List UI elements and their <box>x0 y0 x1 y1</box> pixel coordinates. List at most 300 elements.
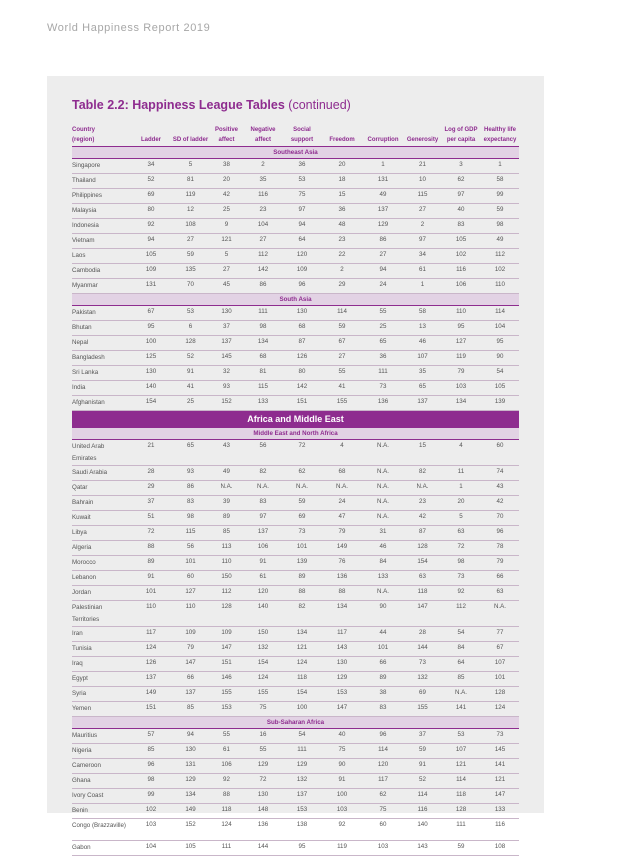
rank-cell: 132 <box>244 642 282 657</box>
rank-cell: 98 <box>481 219 519 234</box>
table-row <box>72 321 519 336</box>
rank-cell: 103 <box>130 819 172 841</box>
rank-cell: N.A. <box>481 601 519 627</box>
rank-cell: 27 <box>362 249 404 264</box>
rank-cell: N.A. <box>362 440 404 466</box>
rank-cell: 65 <box>172 440 209 466</box>
table-row <box>72 841 519 856</box>
rank-cell: 59 <box>322 321 362 336</box>
rank-cell: 104 <box>130 841 172 856</box>
rank-cell: 20 <box>322 159 362 174</box>
column-header-line: (region) <box>72 136 95 143</box>
rank-cell: 22 <box>322 249 362 264</box>
rank-cell: 75 <box>322 744 362 759</box>
rank-cell: 68 <box>244 351 282 366</box>
rank-cell: 62 <box>441 174 481 189</box>
rank-cell: 82 <box>404 466 441 481</box>
country-cell: Bangladesh <box>72 351 130 366</box>
rank-cell: 60 <box>172 571 209 586</box>
rank-cell: 128 <box>481 687 519 702</box>
rank-cell: 28 <box>404 627 441 642</box>
rank-cell: 147 <box>172 657 209 672</box>
country-cell: Morocco <box>72 556 130 571</box>
rank-cell: 65 <box>404 381 441 396</box>
super-region-label: Africa and Middle East <box>72 411 519 428</box>
column-header <box>72 126 130 147</box>
table-row <box>72 279 519 294</box>
rank-cell: 108 <box>481 841 519 856</box>
rank-cell: 155 <box>404 702 441 717</box>
rank-cell: 117 <box>130 627 172 642</box>
country-cell: Gabon <box>72 841 130 856</box>
rank-cell: 127 <box>172 586 209 601</box>
rank-cell: 152 <box>209 396 244 411</box>
table-row <box>72 174 519 189</box>
rank-cell: 69 <box>130 189 172 204</box>
rank-cell: 81 <box>172 174 209 189</box>
rank-cell: 115 <box>172 526 209 541</box>
country-cell: Tunisia <box>72 642 130 657</box>
rank-cell: 1 <box>404 279 441 294</box>
rank-cell: 15 <box>322 189 362 204</box>
table-row <box>72 642 519 657</box>
rank-cell: 69 <box>404 687 441 702</box>
rank-cell: 110 <box>441 306 481 321</box>
rank-cell: 134 <box>244 336 282 351</box>
rank-cell: 64 <box>441 657 481 672</box>
rank-cell: 10 <box>404 174 441 189</box>
rank-cell: 44 <box>362 627 404 642</box>
rank-cell: 118 <box>441 789 481 804</box>
country-cell: Bhutan <box>72 321 130 336</box>
rank-cell: 153 <box>282 804 322 819</box>
country-cell: Thailand <box>72 174 130 189</box>
rank-cell: 121 <box>481 774 519 789</box>
rank-cell: 114 <box>481 306 519 321</box>
rank-cell: 124 <box>481 702 519 717</box>
rank-cell: 103 <box>441 381 481 396</box>
country-cell: Malaysia <box>72 204 130 219</box>
rank-cell: 55 <box>362 306 404 321</box>
rank-cell: 34 <box>130 159 172 174</box>
column-header-line: Corruption <box>367 136 399 143</box>
rank-cell: 115 <box>404 189 441 204</box>
table-row <box>72 601 519 627</box>
rank-cell: 73 <box>362 381 404 396</box>
rank-cell: N.A. <box>362 586 404 601</box>
rank-cell: 114 <box>404 789 441 804</box>
rank-cell: 72 <box>282 440 322 466</box>
region-row <box>72 717 519 729</box>
table-row <box>72 219 519 234</box>
table-title <box>72 98 351 112</box>
rank-cell: 116 <box>481 819 519 841</box>
rank-cell: 113 <box>209 541 244 556</box>
rank-cell: 1 <box>481 159 519 174</box>
rank-cell: 35 <box>244 174 282 189</box>
table-row <box>72 351 519 366</box>
rank-cell: 102 <box>130 804 172 819</box>
rank-cell: 105 <box>441 234 481 249</box>
rank-cell: 101 <box>130 586 172 601</box>
rank-cell: 133 <box>362 571 404 586</box>
rank-cell: 40 <box>441 204 481 219</box>
country-cell: Sri Lanka <box>72 366 130 381</box>
rank-cell: 91 <box>322 774 362 789</box>
rank-cell: 111 <box>282 744 322 759</box>
rank-cell: 93 <box>209 381 244 396</box>
rank-cell: 62 <box>282 466 322 481</box>
rank-cell: 3 <box>441 159 481 174</box>
rank-cell: 154 <box>282 687 322 702</box>
rank-cell: 131 <box>172 759 209 774</box>
country-cell: Saudi Arabia <box>72 466 130 481</box>
rank-cell: 129 <box>322 672 362 687</box>
rank-cell: 24 <box>322 496 362 511</box>
rank-cell: 137 <box>404 396 441 411</box>
table-row <box>72 159 519 174</box>
rank-cell: 118 <box>404 586 441 601</box>
country-cell: Myanmar <box>72 279 130 294</box>
rank-cell: 151 <box>130 702 172 717</box>
table-row <box>72 571 519 586</box>
column-header-line <box>172 126 209 136</box>
rank-cell: 94 <box>282 219 322 234</box>
rank-cell: 125 <box>130 351 172 366</box>
rank-cell: 73 <box>404 657 441 672</box>
rank-cell: 95 <box>441 321 481 336</box>
rank-cell: 120 <box>282 249 322 264</box>
rank-cell: 5 <box>441 511 481 526</box>
rank-cell: 141 <box>441 702 481 717</box>
rank-cell: 136 <box>322 571 362 586</box>
rank-cell: 90 <box>362 601 404 627</box>
rank-cell: 46 <box>404 336 441 351</box>
rank-cell: 150 <box>244 627 282 642</box>
rank-cell: 102 <box>481 264 519 279</box>
rank-cell: 40 <box>322 729 362 744</box>
rank-cell: 85 <box>209 526 244 541</box>
rank-cell: 89 <box>362 672 404 687</box>
rank-cell: 138 <box>282 819 322 841</box>
rank-cell: 132 <box>404 672 441 687</box>
rank-cell: 127 <box>441 336 481 351</box>
rank-cell: 126 <box>282 351 322 366</box>
rank-cell: 67 <box>481 642 519 657</box>
rank-cell: 134 <box>441 396 481 411</box>
rank-cell: 105 <box>481 381 519 396</box>
rank-cell: 124 <box>244 672 282 687</box>
table-row <box>72 381 519 396</box>
rank-cell: 107 <box>441 744 481 759</box>
rank-cell: 106 <box>441 279 481 294</box>
rank-cell: 37 <box>404 729 441 744</box>
country-cell: Kuwait <box>72 511 130 526</box>
table-row <box>72 496 519 511</box>
country-cell: Nepal <box>72 336 130 351</box>
country-cell: Egypt <box>72 672 130 687</box>
rank-cell: 119 <box>172 189 209 204</box>
rank-cell: 52 <box>404 774 441 789</box>
region-label: Sub-Saharan Africa <box>72 717 519 729</box>
rank-cell: 130 <box>322 657 362 672</box>
rank-cell: 76 <box>322 556 362 571</box>
rank-cell: 91 <box>404 759 441 774</box>
rank-cell: 83 <box>441 219 481 234</box>
rank-cell: 9 <box>209 219 244 234</box>
rank-cell: 52 <box>172 351 209 366</box>
rank-cell: 112 <box>209 586 244 601</box>
rank-cell: 137 <box>172 687 209 702</box>
table-row <box>72 204 519 219</box>
table-row <box>72 440 519 466</box>
rank-cell: 39 <box>209 496 244 511</box>
rank-cell: 149 <box>322 541 362 556</box>
rank-cell: 116 <box>244 189 282 204</box>
rank-cell: 94 <box>172 729 209 744</box>
rank-cell: 24 <box>362 279 404 294</box>
rank-cell: 139 <box>481 396 519 411</box>
rank-cell: 144 <box>244 841 282 856</box>
rank-cell: 73 <box>481 729 519 744</box>
rank-cell: 89 <box>209 511 244 526</box>
column-header-line: Log of GDP <box>444 127 478 133</box>
rank-cell: 43 <box>209 440 244 466</box>
rank-cell: 121 <box>209 234 244 249</box>
rank-cell: 35 <box>404 366 441 381</box>
rank-cell: 98 <box>130 774 172 789</box>
table-row <box>72 189 519 204</box>
table-row <box>72 789 519 804</box>
rank-cell: 75 <box>362 804 404 819</box>
rank-cell: 128 <box>441 804 481 819</box>
rank-cell: 111 <box>441 819 481 841</box>
table-row <box>72 586 519 601</box>
rank-cell: 61 <box>209 744 244 759</box>
rank-cell: 112 <box>244 249 282 264</box>
rank-cell: 70 <box>481 511 519 526</box>
rank-cell: 75 <box>282 189 322 204</box>
rank-cell: 155 <box>209 687 244 702</box>
rank-cell: 137 <box>209 336 244 351</box>
rank-cell: 102 <box>441 249 481 264</box>
rank-cell: N.A. <box>322 481 362 496</box>
country-cell: Ivory Coast <box>72 789 130 804</box>
rank-cell: 95 <box>130 321 172 336</box>
table-row <box>72 366 519 381</box>
rank-cell: 63 <box>481 586 519 601</box>
column-header-line: per capita <box>446 136 476 143</box>
rank-cell: 112 <box>481 249 519 264</box>
table-row <box>72 306 519 321</box>
rank-cell: 91 <box>172 366 209 381</box>
rank-cell: 55 <box>209 729 244 744</box>
rank-cell: 148 <box>244 804 282 819</box>
table-row <box>72 744 519 759</box>
rank-cell: 110 <box>481 279 519 294</box>
rank-cell: 103 <box>322 804 362 819</box>
rank-cell: 97 <box>441 189 481 204</box>
rank-cell: 129 <box>362 219 404 234</box>
rank-cell: 147 <box>209 642 244 657</box>
rank-cell: 23 <box>404 496 441 511</box>
table-row <box>72 234 519 249</box>
rank-cell: 133 <box>481 804 519 819</box>
rank-cell: 27 <box>209 264 244 279</box>
table-row <box>72 336 519 351</box>
rank-cell: 89 <box>282 571 322 586</box>
rank-cell: 20 <box>441 496 481 511</box>
rank-cell: 96 <box>282 279 322 294</box>
rank-cell: 116 <box>441 264 481 279</box>
rank-cell: 132 <box>282 774 322 789</box>
rank-cell: 70 <box>172 279 209 294</box>
rank-cell: 115 <box>244 381 282 396</box>
rank-cell: 134 <box>282 627 322 642</box>
rank-cell: 101 <box>172 556 209 571</box>
table-row <box>72 396 519 411</box>
rank-cell: 118 <box>282 672 322 687</box>
rank-cell: 29 <box>322 279 362 294</box>
rank-cell: 97 <box>282 204 322 219</box>
rank-cell: 111 <box>209 841 244 856</box>
rank-cell: 136 <box>244 819 282 841</box>
rank-cell: 11 <box>441 466 481 481</box>
rank-cell: 45 <box>209 279 244 294</box>
rank-cell: 101 <box>481 672 519 687</box>
table-row <box>72 541 519 556</box>
rank-cell: 27 <box>244 234 282 249</box>
rank-cell: 29 <box>130 481 172 496</box>
rank-cell: 82 <box>244 466 282 481</box>
rank-cell: 121 <box>282 642 322 657</box>
rank-cell: 107 <box>481 657 519 672</box>
rank-cell: 4 <box>322 440 362 466</box>
rank-cell: 61 <box>244 571 282 586</box>
column-header <box>209 126 244 147</box>
rank-cell: 92 <box>441 586 481 601</box>
rank-cell: 109 <box>130 264 172 279</box>
rank-cell: 98 <box>172 511 209 526</box>
rank-cell: 66 <box>362 657 404 672</box>
rank-cell: 88 <box>209 789 244 804</box>
column-header-line <box>322 126 362 136</box>
rank-cell: 58 <box>404 306 441 321</box>
rank-cell: 32 <box>209 366 244 381</box>
country-cell: Indonesia <box>72 219 130 234</box>
rank-cell: 46 <box>362 541 404 556</box>
rank-cell: N.A. <box>362 466 404 481</box>
rank-cell: 126 <box>130 657 172 672</box>
table-row <box>72 804 519 819</box>
rank-cell: 114 <box>362 744 404 759</box>
rank-cell: 139 <box>282 556 322 571</box>
rank-cell: 27 <box>322 351 362 366</box>
country-cell: Philippines <box>72 189 130 204</box>
table-row <box>72 249 519 264</box>
rank-cell: 79 <box>481 556 519 571</box>
rank-cell: N.A. <box>441 687 481 702</box>
rank-cell: 87 <box>282 336 322 351</box>
rank-cell: 116 <box>404 804 441 819</box>
rank-cell: 105 <box>172 841 209 856</box>
rank-cell: 107 <box>404 351 441 366</box>
rank-cell: 41 <box>322 381 362 396</box>
region-label: South Asia <box>72 294 519 306</box>
rank-cell: 49 <box>481 234 519 249</box>
rank-cell: 42 <box>404 511 441 526</box>
rank-cell: 20 <box>209 174 244 189</box>
rank-cell: 78 <box>481 541 519 556</box>
rank-cell: 120 <box>362 759 404 774</box>
table-row <box>72 687 519 702</box>
rank-cell: 144 <box>404 642 441 657</box>
country-cell: Pakistan <box>72 306 130 321</box>
rank-cell: 130 <box>282 306 322 321</box>
rank-cell: 42 <box>209 189 244 204</box>
rank-cell: 6 <box>172 321 209 336</box>
rank-cell: 106 <box>209 759 244 774</box>
rank-cell: 31 <box>362 526 404 541</box>
column-header-line <box>362 126 404 136</box>
rank-cell: 155 <box>322 396 362 411</box>
rank-cell: 77 <box>481 627 519 642</box>
rank-cell: 56 <box>244 440 282 466</box>
rank-cell: 59 <box>282 496 322 511</box>
country-cell: India <box>72 381 130 396</box>
rank-cell: 63 <box>441 526 481 541</box>
rank-cell: 49 <box>362 189 404 204</box>
country-cell: Lebanon <box>72 571 130 586</box>
rank-cell: 142 <box>244 264 282 279</box>
rank-cell: 58 <box>481 174 519 189</box>
rank-cell: 59 <box>172 249 209 264</box>
country-cell: United Arab Emirates <box>72 440 130 466</box>
rank-cell: 120 <box>244 586 282 601</box>
country-cell: Congo (Brazzaville) <box>72 819 130 841</box>
column-header-line: expectancy <box>483 136 517 143</box>
rank-cell: 147 <box>481 789 519 804</box>
rank-cell: 83 <box>172 496 209 511</box>
rank-cell: 114 <box>441 774 481 789</box>
country-cell: Mauritius <box>72 729 130 744</box>
rank-cell: 133 <box>244 396 282 411</box>
rank-cell: N.A. <box>362 511 404 526</box>
rank-cell: 79 <box>322 526 362 541</box>
rank-cell: 95 <box>481 336 519 351</box>
rank-cell: 92 <box>322 819 362 841</box>
rank-cell: 51 <box>130 511 172 526</box>
rank-cell: 140 <box>130 381 172 396</box>
rank-cell: 101 <box>362 642 404 657</box>
rank-cell: 101 <box>282 541 322 556</box>
rank-cell: 49 <box>209 466 244 481</box>
rank-cell: 105 <box>130 249 172 264</box>
rank-cell: 128 <box>209 601 244 627</box>
country-cell: Benin <box>72 804 130 819</box>
country-cell: Qatar <box>72 481 130 496</box>
column-header <box>130 126 172 147</box>
rank-cell: 134 <box>172 789 209 804</box>
table-title-main: Table 2.2: Happiness League Tables <box>72 98 285 112</box>
rank-cell: 128 <box>172 336 209 351</box>
rank-cell: 130 <box>209 306 244 321</box>
rank-cell: 111 <box>362 366 404 381</box>
rank-cell: 100 <box>130 336 172 351</box>
rank-cell: 66 <box>172 672 209 687</box>
rank-cell: 142 <box>282 381 322 396</box>
country-cell: Libya <box>72 526 130 541</box>
